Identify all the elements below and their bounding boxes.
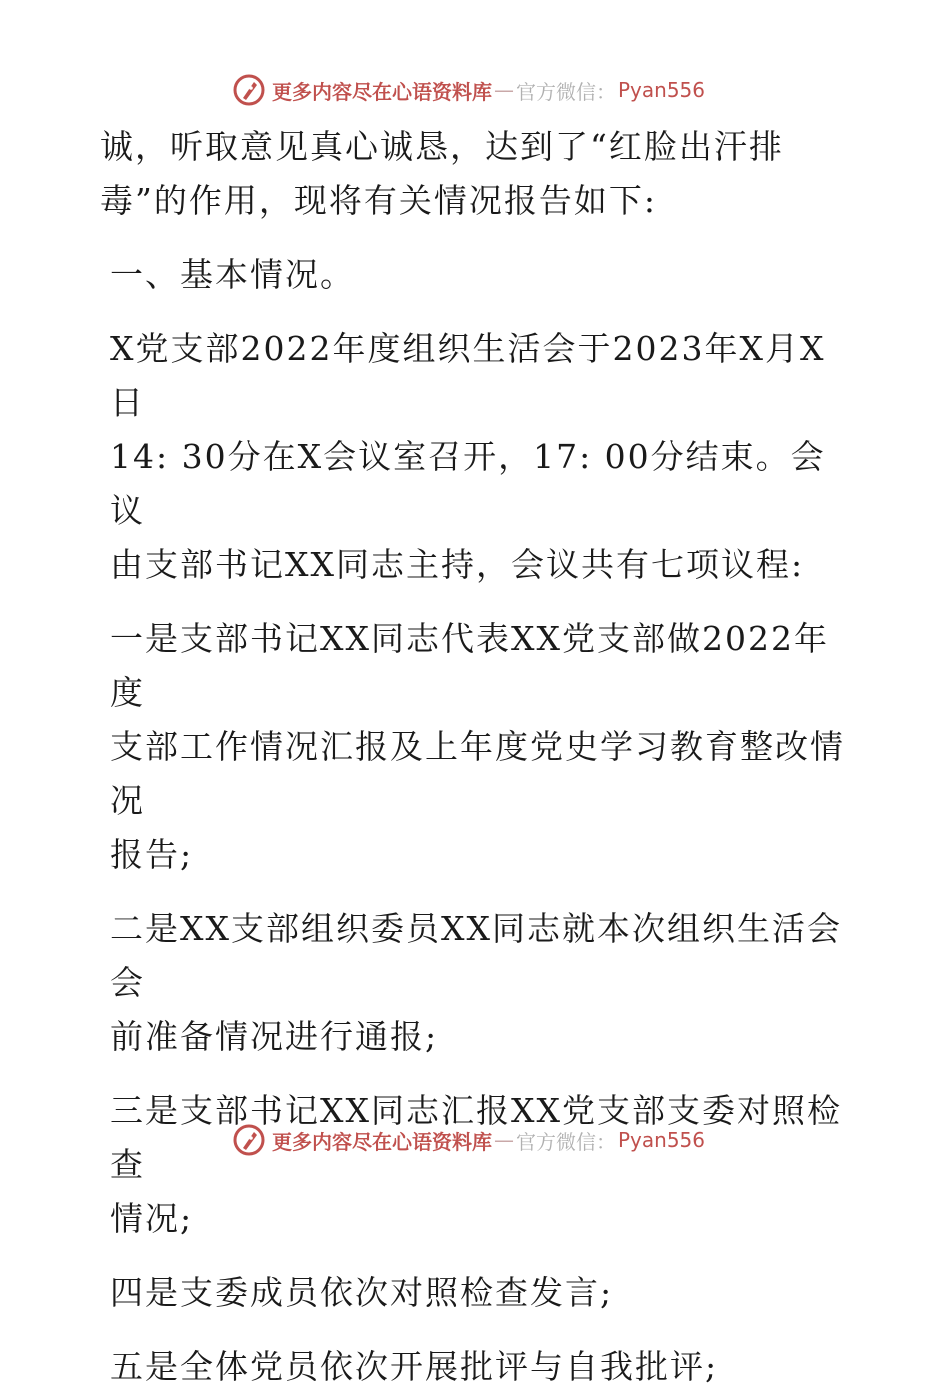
watermark-official-label: 官方微信： bbox=[516, 1129, 616, 1154]
header-watermark bbox=[232, 70, 705, 110]
watermark-account: Pyan556 bbox=[618, 1128, 706, 1152]
watermark-account: Pyan556 bbox=[618, 78, 706, 102]
section-heading-basic: 一、基本情况。 bbox=[110, 255, 355, 294]
footer-watermark bbox=[232, 1120, 705, 1160]
pen-nib-circle-icon bbox=[232, 73, 266, 107]
watermark-brand: 更多内容尽在心语资料库 bbox=[272, 1129, 492, 1154]
paragraph-meeting-info: X党支部2022年度组织生活会于2023年X月X日 14: 30分在X会议室召开，17: 00分结束。会议 由支部书记XX同志主持，会议共有七项议程: bbox=[110, 329, 826, 584]
agenda-item-2: 二是XX支部组织委员XX同志就本次组织生活会会 前准备情况进行通报; bbox=[110, 909, 842, 1056]
watermark-official-label: 官方微信： bbox=[516, 79, 616, 104]
agenda-item-5: 五是全体党员依次开展批评与自我批评; bbox=[110, 1347, 719, 1386]
agenda-item-4: 四是支委成员依次对照检查发言; bbox=[110, 1273, 614, 1312]
agenda-item-3: 三是支部书记XX同志汇报XX党支部支委对照检查 情况; bbox=[110, 1091, 842, 1238]
agenda-item-1: 一是支部书记XX同志代表XX党支部做2022年度 支部工作情况汇报及上年度党史学习教育整改情况 报告; bbox=[110, 619, 845, 874]
watermark-brand: 更多内容尽在心语资料库 bbox=[272, 79, 492, 104]
document-body bbox=[100, 120, 860, 1394]
paragraph-intro: 诚，听取意见真心诚恳，达到了“红脸出汗排 毒”的作用，现将有关情况报告如下: bbox=[100, 127, 784, 220]
watermark-separator: — bbox=[494, 78, 514, 102]
watermark-separator: — bbox=[494, 1128, 514, 1152]
pen-nib-circle-icon bbox=[232, 1123, 266, 1157]
